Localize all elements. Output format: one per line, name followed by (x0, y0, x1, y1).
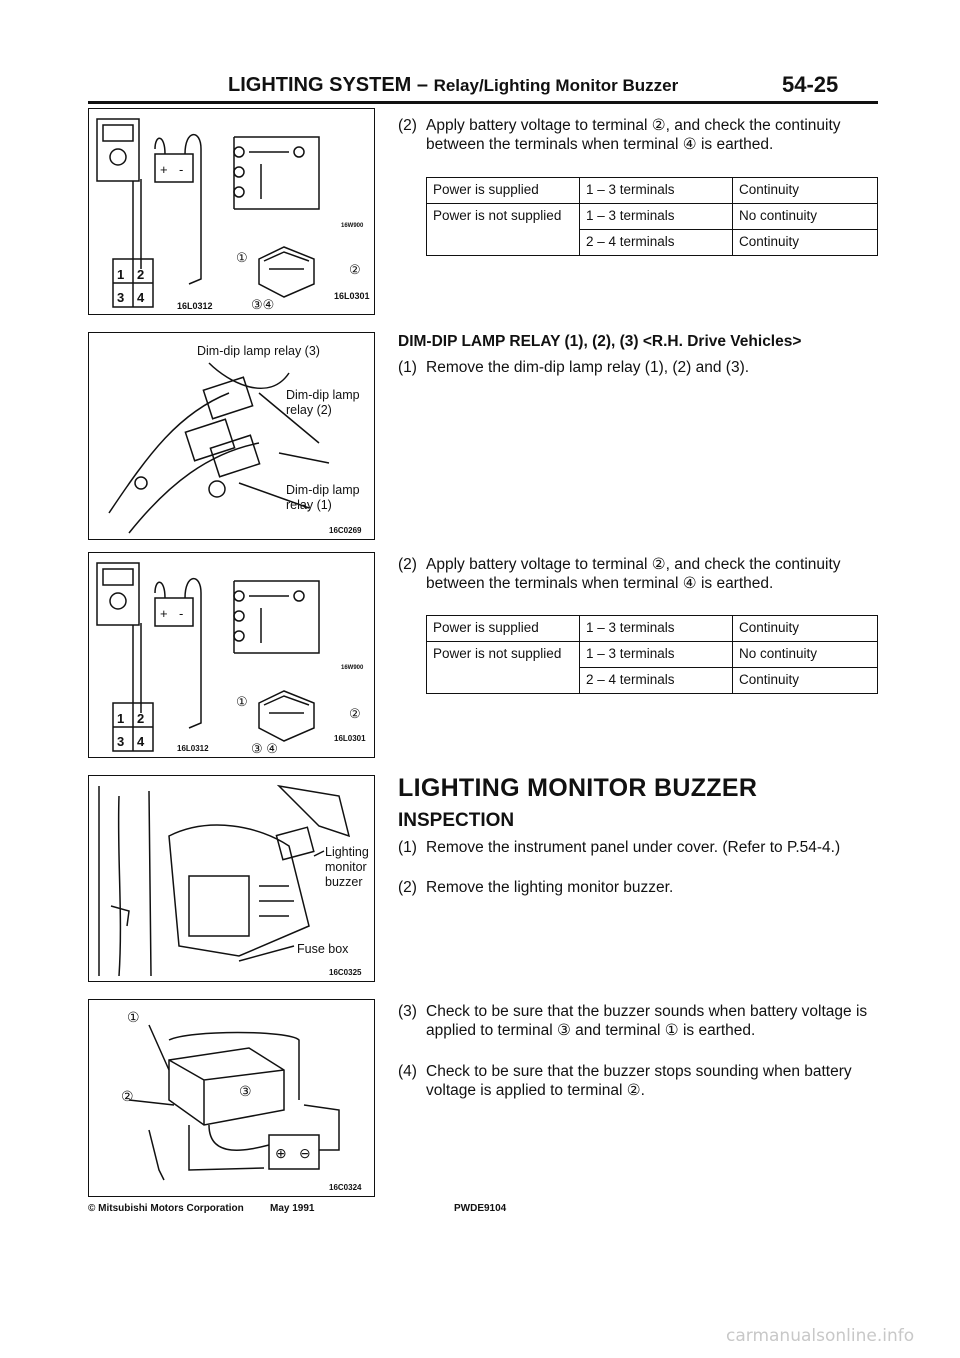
footer-doc-code: PWDE9104 (454, 1203, 507, 1214)
table-cell: Power is not supplied (427, 642, 580, 694)
relay-terminal-1: ① (236, 694, 248, 709)
step-text: Remove the lighting monitor buzzer. (426, 879, 674, 896)
continuity-table-2 (426, 615, 878, 694)
step-text: Remove the dim-dip lamp relay (1), (2) and (3). (426, 359, 750, 376)
inspection-heading: INSPECTION (398, 810, 515, 831)
relay-test-diagram (89, 109, 374, 314)
buzzer-terminal-1: ① (127, 1009, 140, 1025)
connector-term-1: 1 (117, 711, 125, 726)
connector-term-4: 4 (137, 290, 145, 305)
header-rule (88, 101, 878, 104)
table-cell: 1 – 3 terminals (580, 178, 733, 204)
table-cell: 2 – 4 terminals (580, 668, 733, 694)
label-buzzer-line1: Lighting (325, 845, 369, 859)
buzzer-heading: LIGHTING MONITOR BUZZER (398, 774, 758, 802)
relay-terminal-2: ② (349, 706, 361, 721)
label-relay-3: Dim-dip lamp relay (3) (197, 344, 320, 358)
label-fuse-box: Fuse box (297, 942, 349, 956)
table-cell: 2 – 4 terminals (580, 230, 733, 256)
page-number: 54-25 (782, 72, 839, 97)
footer-date: May 1991 (270, 1203, 315, 1214)
dim-dip-relay-illustration (89, 333, 374, 539)
buzzer-terminal-3: ③ (239, 1083, 252, 1099)
battery-minus: - (179, 162, 184, 177)
battery-plus: + (160, 162, 168, 177)
label-buzzer-line3: buzzer (325, 875, 363, 889)
table-cell: Power is not supplied (427, 204, 580, 256)
buzzer-location-illustration (89, 776, 374, 981)
connector-term-3: 3 (117, 734, 125, 749)
table-row (427, 642, 878, 668)
dim-dip-heading: DIM-DIP LAMP RELAY (1), (2), (3) <R.H. Drive Vehicles> (398, 333, 802, 350)
figure-code: 16L0301 (334, 734, 366, 743)
step-number: (2) (398, 117, 417, 134)
table-cell: Continuity (733, 668, 878, 694)
step-number: (1) (398, 839, 417, 856)
step-number: (3) (398, 1003, 417, 1020)
header-subtitle: Relay/Lighting Monitor Buzzer (433, 76, 679, 95)
step-number: (4) (398, 1063, 417, 1080)
table-cell: Continuity (733, 178, 878, 204)
header-title: LIGHTING SYSTEM – (228, 74, 434, 96)
table-cell: Continuity (733, 230, 878, 256)
table-cell: Power is supplied (427, 616, 580, 642)
figure-buzzer-test (88, 999, 375, 1197)
connector-term-1: 1 (117, 267, 125, 282)
relay-terminal-34: ③ ④ (251, 741, 278, 756)
battery-plus: + (160, 606, 168, 621)
step-text: Check to be sure that the buzzer sounds when battery voltage is applied to terminal ③ and terminal ① is earthed. (426, 1003, 868, 1039)
figure-code: 16C0324 (329, 1183, 362, 1192)
label-relay-2-line2: relay (2) (286, 403, 332, 417)
label-buzzer-line2: monitor (325, 860, 367, 874)
relay-terminal-2: ② (349, 262, 361, 277)
figure-code: 16L0312 (177, 744, 209, 753)
relay-terminal-34: ③④ (251, 297, 275, 312)
step-remove-buzzer (398, 878, 878, 900)
figure-code: 16W900 (341, 223, 364, 229)
relay-test-diagram (89, 553, 374, 757)
table-cell: 1 – 3 terminals (580, 204, 733, 230)
table-row (427, 178, 878, 204)
figure-relay-test-1 (88, 108, 375, 315)
step-text: Remove the instrument panel under cover. (Refer to P.54-4.) (426, 839, 841, 856)
table-cell: 1 – 3 terminals (580, 642, 733, 668)
label-relay-2-line1: Dim-dip lamp (286, 388, 360, 402)
table-row (427, 204, 878, 230)
step-check-stop (398, 1062, 878, 1102)
connector-term-4: 4 (137, 734, 145, 749)
buzzer-test-illustration (89, 1000, 374, 1196)
table-cell: Power is supplied (427, 178, 580, 204)
continuity-table-1 (426, 177, 878, 256)
label-relay-1-line2: relay (1) (286, 498, 332, 512)
connector-term-2: 2 (137, 267, 145, 282)
battery-plus: ⊕ (275, 1145, 287, 1161)
table-cell: No continuity (733, 204, 878, 230)
figure-relay-test-2 (88, 552, 375, 758)
battery-minus: - (179, 606, 184, 621)
step-text: Apply battery voltage to terminal ②, and check the continuity between the terminals when terminal ④ is earthed. (426, 117, 841, 153)
figure-code: 16C0325 (329, 968, 362, 977)
table-cell: 1 – 3 terminals (580, 616, 733, 642)
step-apply-voltage-1 (398, 116, 878, 176)
step-remove-relay (398, 358, 878, 380)
label-relay-1-line1: Dim-dip lamp (286, 483, 360, 497)
figure-code: 16C0269 (329, 526, 362, 535)
page-title (228, 74, 678, 97)
step-text: Check to be sure that the buzzer stops sounding when battery voltage is applied to terminal ②. (426, 1063, 852, 1099)
step-apply-voltage-2 (398, 555, 878, 615)
footer-copyright: © Mitsubishi Motors Corporation (88, 1203, 244, 1214)
connector-term-3: 3 (117, 290, 125, 305)
step-remove-cover (398, 838, 878, 878)
step-number: (2) (398, 879, 417, 896)
step-text: Apply battery voltage to terminal ②, and check the continuity between the terminals when terminal ④ is earthed. (426, 556, 841, 592)
battery-minus: ⊖ (299, 1145, 311, 1161)
buzzer-terminal-2: ② (121, 1088, 134, 1104)
relay-terminal-1: ① (236, 250, 248, 265)
step-number: (2) (398, 556, 417, 573)
figure-buzzer-location (88, 775, 375, 982)
connector-term-2: 2 (137, 711, 145, 726)
step-number: (1) (398, 359, 417, 376)
figure-code: 16L0312 (177, 301, 213, 311)
table-cell: No continuity (733, 642, 878, 668)
step-check-sound (398, 1002, 878, 1062)
figure-dim-dip-relays (88, 332, 375, 540)
table-cell: Continuity (733, 616, 878, 642)
figure-code: 16W900 (341, 665, 364, 671)
table-row (427, 616, 878, 642)
watermark: carmanualsonline.info (726, 1326, 915, 1346)
figure-code: 16L0301 (334, 291, 370, 301)
